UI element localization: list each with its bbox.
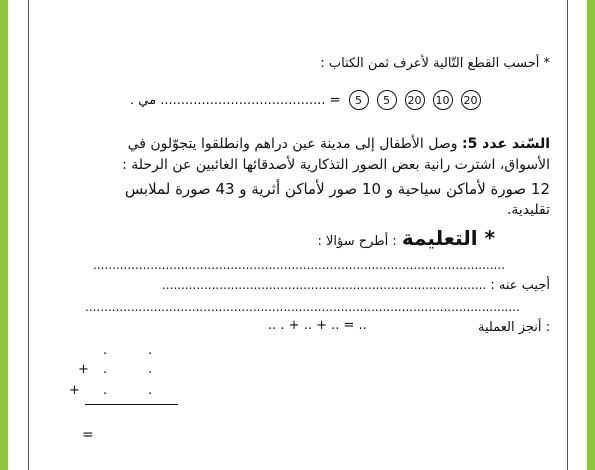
coin-5: 5 xyxy=(377,90,397,110)
coin-20: 20 xyxy=(405,90,425,110)
plus-sign: + xyxy=(78,362,89,377)
task-heading-line xyxy=(317,226,495,250)
digit-dot: . xyxy=(148,383,153,398)
task-heading: * التعليمة xyxy=(401,226,495,250)
equals-sign: = xyxy=(82,427,94,443)
coin-10: 10 xyxy=(433,90,453,110)
sanad-line-4: تقليدية. xyxy=(506,202,550,218)
operation-label: أنجز العملية : xyxy=(478,320,550,335)
digit-dot: . xyxy=(103,383,108,398)
equation-answer-blank: = ........................................ مي . xyxy=(130,92,341,108)
left-border-bar xyxy=(0,0,8,470)
answer-line xyxy=(162,278,550,293)
coins-instruction: * أحسب القطع التّالية لأعرف ثمن الكتاب : xyxy=(320,56,550,71)
coin-20: 20 xyxy=(461,90,481,110)
sum-line xyxy=(85,404,178,405)
coin-5: 5 xyxy=(349,90,369,110)
right-border-bar xyxy=(587,0,595,470)
task-text: : أطرح سؤالا : xyxy=(317,234,397,249)
answer-dotted-line-2: .................................................................................................................. xyxy=(85,300,520,314)
sanad-line-1: السّند عدد 5: وصل الأطفال إلى مدينة عين دراهم وانطلقوا يتجوّلون في xyxy=(127,136,550,152)
operation-expression: .. . + .. + .. = .. xyxy=(268,318,367,333)
answer-dotted-line: ..................................................................................... xyxy=(161,278,487,292)
digit-dot: . xyxy=(148,362,153,377)
plus-sign: + xyxy=(69,383,80,398)
question-dotted-line: ............................................................................................................ xyxy=(93,258,505,272)
sanad-line-3: 12 صورة لأماكن سياحية و 10 صور لأماكن أثرية و 43 صورة لملابس xyxy=(124,180,550,198)
digit-dot: . xyxy=(103,343,108,358)
sanad-label: السّند عدد 5: xyxy=(461,136,550,152)
sanad-line-2: الأسواق، اشترت رانية بعض الصور التذكارية لأصدقائها الغائبين عن الرحلة : xyxy=(122,157,550,173)
answer-label: أجيب عنه : xyxy=(490,278,550,293)
digit-dot: . xyxy=(103,362,108,377)
digit-dot: . xyxy=(148,343,153,358)
coins-equation xyxy=(130,90,481,110)
